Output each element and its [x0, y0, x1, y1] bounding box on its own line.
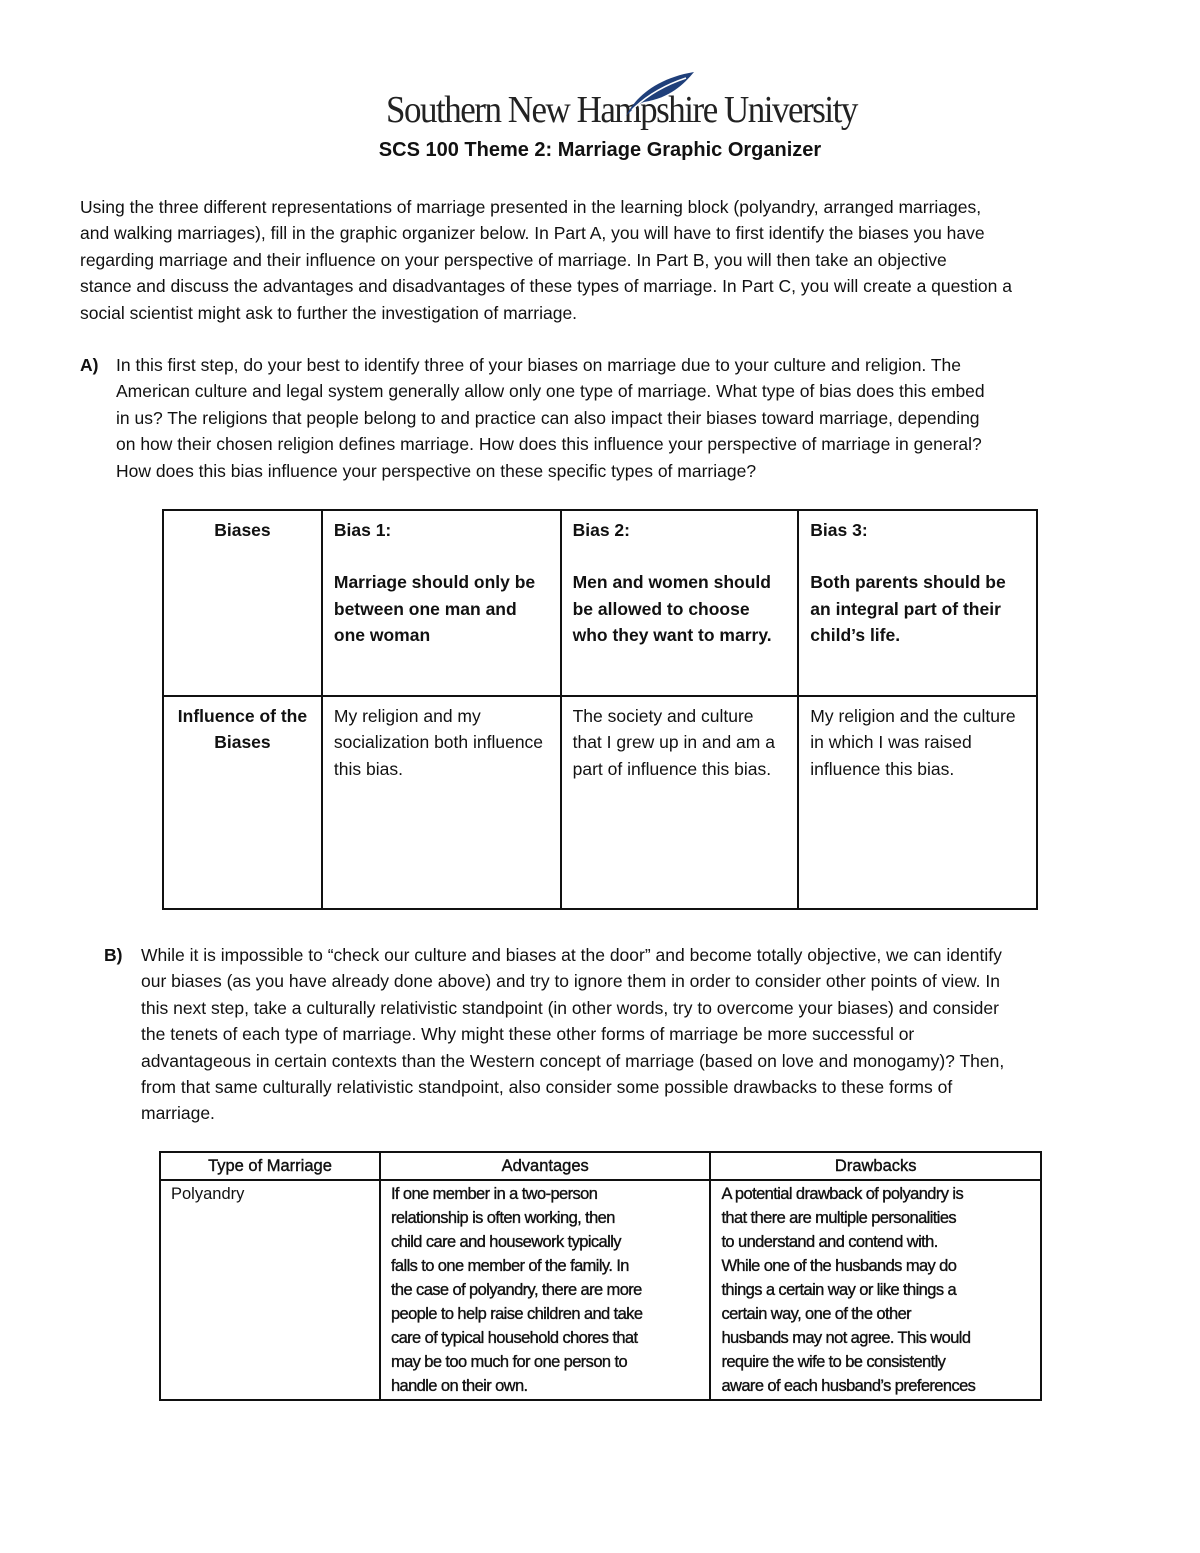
marriage-type-cell: Polyandry: [160, 1180, 380, 1400]
influence-3-cell: My religion and the culture in which I was raised influence this bias.: [798, 696, 1037, 909]
advantages-cell: [380, 1180, 711, 1400]
advantages-line: care of typical household chores that: [390, 1329, 638, 1347]
university-logo: [386, 70, 857, 140]
intro-paragraph: [80, 194, 1012, 326]
header-type: Type of Marriage: [160, 1152, 380, 1180]
advantages-line: falls to one member of the family. In: [390, 1257, 629, 1275]
advantages-line: handle on their own.: [390, 1377, 528, 1395]
section-b-marker: B): [104, 945, 123, 965]
advantages-line: relationship is often working, then: [390, 1209, 615, 1227]
advantages-line: may be too much for one person to: [390, 1353, 628, 1371]
influence-2-cell: The society and culture that I grew up in and am a part of influence this bias.: [561, 696, 799, 909]
drawbacks-line: aware of each husband’s preferences: [721, 1377, 976, 1395]
section-a-line: American culture and legal system generally allow only one type of marriage. What type of bias does this embed: [116, 381, 985, 402]
bias-table: [162, 509, 1038, 910]
bias-3-cell: [798, 510, 1037, 696]
advantages-line: the case of polyandry, there are more: [390, 1281, 642, 1299]
section-a-line: How does this bias influence your perspective on these specific types of marriage?: [116, 460, 757, 481]
section-b-line: from that same culturally relativistic standpoint, also consider some possible drawbacks to these forms of: [141, 1076, 953, 1097]
drawbacks-line: certain way, one of the other: [721, 1305, 912, 1323]
intro-line: Using the three different representations of marriage presented in the learning block (polyandry, arranged marriages,: [80, 197, 982, 217]
intro-line: social scientist might ask to further the investigation of marriage.: [80, 302, 578, 323]
bias-label: Bias 1:: [333, 520, 392, 540]
drawbacks-line: to understand and contend with.: [721, 1233, 938, 1251]
bias-text: Men and women should be allowed to choose who they want to marry.: [572, 572, 772, 646]
drawbacks-line: While one of the husbands may do: [721, 1257, 957, 1275]
row-header-influence: Influence of the Biases: [163, 696, 322, 909]
section-b-line: our biases (as you have already done above) and try to ignore them in order to consider other points of view. In: [141, 971, 1000, 992]
header-drawbacks: Drawbacks: [710, 1152, 1041, 1180]
intro-line: and walking marriages), fill in the graphic organizer below. In Part A, you will have to first identify the biases you have: [80, 223, 985, 244]
drawbacks-line: that there are multiple personalities: [721, 1209, 957, 1227]
section-b-text: [141, 942, 1004, 1127]
section-a-marker: A): [80, 355, 99, 375]
header-advantages: Advantages: [380, 1152, 711, 1180]
section-b-line: While it is impossible to “check our culture and biases at the door” and become totally objective, we can identify: [141, 945, 1002, 965]
row-header-biases: Biases: [163, 510, 322, 696]
advantages-line: child care and housework typically: [390, 1233, 621, 1251]
section-a-line: on how their chosen religion defines marriage. How does this influence your perspective of marriage in general?: [116, 434, 982, 455]
table-header-row: [160, 1152, 1041, 1180]
table-row: [163, 510, 1037, 696]
influence-1-cell: My religion and my socialization both influence this bias.: [322, 696, 561, 909]
document-title: SCS 100 Theme 2: Marriage Graphic Organizer: [378, 139, 822, 161]
logo-text: Southern New Hampshire University: [386, 89, 857, 131]
intro-line: stance and discuss the advantages and disadvantages of these types of marriage. In Part C, you will create a question a: [80, 276, 1012, 297]
feather-icon: [618, 70, 698, 120]
bias-label: Bias 3:: [810, 520, 868, 540]
table-row: [160, 1180, 1041, 1400]
table-row: [163, 696, 1037, 909]
section-a-line: In this first step, do your best to identify three of your biases on marriage due to your culture and religion. The: [116, 355, 961, 375]
drawbacks-line: husbands may not agree. This would: [721, 1329, 971, 1347]
advantages-line: If one member in a two-person: [390, 1185, 598, 1203]
drawbacks-line: A potential drawback of polyandry is: [721, 1185, 964, 1203]
drawbacks-cell: [710, 1180, 1041, 1400]
section-b-line: this next step, take a culturally relativistic standpoint (in other words, try to overcome your biases) and consider: [141, 997, 999, 1018]
bias-text: Marriage should only be between one man and one woman: [333, 572, 536, 646]
section-a-text: [116, 352, 985, 484]
section-a-line: in us? The religions that people belong to and practice can also impact their biases toward marriage, depending: [116, 407, 980, 428]
bias-text: Both parents should be an integral part of their child’s life.: [810, 572, 1006, 646]
advantages-line: people to help raise children and take: [390, 1305, 643, 1323]
intro-line: regarding marriage and their influence on your perspective of marriage. In Part B, you will then take an objective: [80, 249, 947, 270]
bias-2-cell: [561, 510, 799, 696]
section-b-line: the tenets of each type of marriage. Why might these other forms of marriage be more successful or: [141, 1024, 915, 1045]
section-b-line: advantageous in certain contexts than the Western concept of marriage (based on love and monogamy)? Then,: [141, 1050, 1005, 1071]
bias-label: Bias 2:: [572, 520, 630, 540]
section-b-line: marriage.: [141, 1103, 215, 1124]
bias-1-cell: [322, 510, 561, 696]
marriage-table: [159, 1151, 1042, 1401]
drawbacks-line: things a certain way or like things a: [721, 1281, 957, 1299]
drawbacks-line: require the wife to be consistently: [721, 1353, 946, 1371]
